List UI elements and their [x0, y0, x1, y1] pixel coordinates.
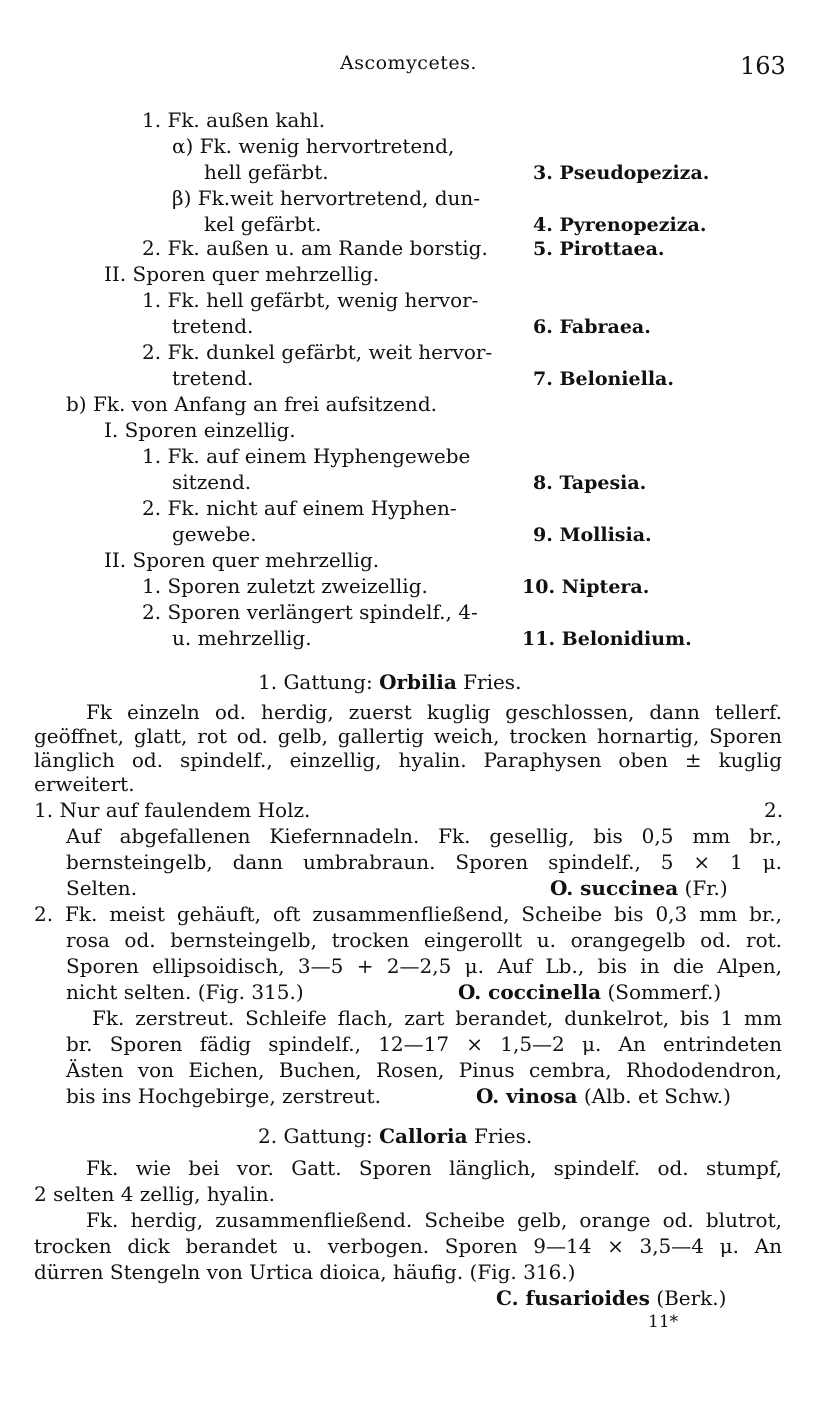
- desc-line: trocken dick berandet u. verbogen. Sporen 9—14 × 3,5—4 μ. An: [34, 1234, 782, 1258]
- genus-ref: 7. Beloniella.: [533, 368, 674, 390]
- key-entry: bis ins Hochgebirge, zerstreut.: [66, 1084, 381, 1108]
- running-title: Ascomycetes.: [340, 52, 477, 74]
- genus-ref: 5. Pirottaea.: [533, 238, 665, 260]
- genus-ref: 8. Tapesia.: [533, 472, 647, 494]
- species: O. succinea (Fr.): [550, 876, 728, 900]
- key-entry: br. Sporen fädig spindelf., 12—17 × 1,5—2 μ. An entrindeten: [66, 1032, 782, 1056]
- key-line: 1. Fk. hell gefärbt, wenig hervor-: [142, 288, 479, 312]
- key-line: u. mehrzellig.: [172, 626, 312, 650]
- key-line: β) Fk.weit hervortretend, dun-: [172, 186, 481, 210]
- desc-line: geöffnet, glatt, rot od. gelb, gallertig weich, trocken hornartig, Sporen: [34, 724, 782, 748]
- key-line: 1. Sporen zuletzt zweizellig.: [142, 574, 428, 598]
- desc-line: 2 selten 4 zellig, hyalin.: [34, 1182, 275, 1206]
- sheet-signature: 11*: [648, 1312, 679, 1332]
- key-entry: bernsteingelb, dann umbrabraun. Sporen spindelf., 5 × 1 μ.: [66, 850, 782, 874]
- desc-line: dürren Stengeln von Urtica dioica, häufig. (Fig. 316.): [34, 1260, 576, 1284]
- desc-line: Fk. herdig, zusammenfließend. Scheibe gelb, orange od. blutrot,: [86, 1208, 782, 1232]
- key-line: 2. Fk. außen u. am Rande borstig.: [142, 236, 488, 260]
- key-line: 1. Fk. auf einem Hyphengewebe: [142, 444, 471, 468]
- species: O. vinosa (Alb. et Schw.): [476, 1084, 731, 1108]
- key-entry: Fk. zerstreut. Schleife flach, zart berandet, dunkelrot, bis 1 mm: [92, 1006, 782, 1030]
- key-entry: nicht selten. (Fig. 315.): [66, 980, 304, 1004]
- key-line: gewebe.: [172, 522, 257, 546]
- genus-heading: 2. Gattung: Calloria Fries.: [258, 1124, 533, 1148]
- key-line: 1. Fk. außen kahl.: [142, 108, 326, 132]
- key-entry: 1. Nur auf faulendem Holz.: [34, 798, 311, 822]
- key-line: tretend.: [172, 314, 254, 338]
- genus-ref: 4. Pyrenopeziza.: [533, 214, 707, 236]
- genus-ref: 11. Belonidium.: [522, 628, 692, 650]
- key-line: tretend.: [172, 366, 254, 390]
- key-line: II. Sporen quer mehrzellig.: [104, 548, 380, 572]
- genus-ref: 3. Pseudopeziza.: [533, 162, 710, 184]
- key-line: α) Fk. wenig hervortretend,: [172, 134, 455, 158]
- desc-line: Fk. wie bei vor. Gatt. Sporen länglich, spindelf. od. stumpf,: [86, 1156, 782, 1180]
- key-line: 2. Sporen verlängert spindelf., 4-: [142, 600, 478, 624]
- key-line: I. Sporen einzellig.: [104, 418, 296, 442]
- genus-name: Calloria: [379, 1124, 468, 1148]
- species: O. coccinella (Sommerf.): [458, 980, 722, 1004]
- genus-ref: 10. Niptera.: [522, 576, 650, 598]
- genus-heading: 1. Gattung: Orbilia Fries.: [258, 670, 522, 694]
- key-entry: Selten.: [66, 876, 138, 900]
- key-entry: Sporen ellipsoidisch, 3—5 + 2—2,5 μ. Auf Lb., bis in die Alpen,: [66, 954, 782, 978]
- genus-ref: 9. Mollisia.: [533, 524, 652, 546]
- desc-line: länglich od. spindelf., einzellig, hyalin. Paraphysen oben ± kuglig: [34, 748, 782, 772]
- key-line: hell gefärbt.: [204, 160, 329, 184]
- key-entry: Auf abgefallenen Kiefernnadeln. Fk. gesellig, bis 0,5 mm br.,: [66, 824, 782, 848]
- key-ref: 2.: [764, 798, 784, 822]
- key-line: 2. Fk. dunkel gefärbt, weit hervor-: [142, 340, 493, 364]
- desc-line: erweitert.: [34, 772, 135, 796]
- key-line: sitzend.: [172, 470, 252, 494]
- species: C. fusarioides (Berk.): [496, 1286, 727, 1310]
- page-number: 163: [740, 52, 786, 80]
- key-entry: Ästen von Eichen, Buchen, Rosen, Pinus cembra, Rhododendron,: [66, 1058, 782, 1082]
- key-line: 2. Fk. nicht auf einem Hyphen-: [142, 496, 457, 520]
- key-line: kel gefärbt.: [204, 212, 322, 236]
- key-entry: rosa od. bernsteingelb, trocken eingerollt u. orangegelb od. rot.: [66, 928, 782, 952]
- key-line: II. Sporen quer mehrzellig.: [104, 262, 380, 286]
- key-entry: 2. Fk. meist gehäuft, oft zusammenfließend, Scheibe bis 0,3 mm br.,: [34, 902, 782, 926]
- desc-line: Fk einzeln od. herdig, zuerst kuglig geschlossen, dann tellerf.: [86, 700, 782, 724]
- key-line: b) Fk. von Anfang an frei aufsitzend.: [66, 392, 437, 416]
- genus-name: Orbilia: [379, 670, 457, 694]
- genus-ref: 6. Fabraea.: [533, 316, 651, 338]
